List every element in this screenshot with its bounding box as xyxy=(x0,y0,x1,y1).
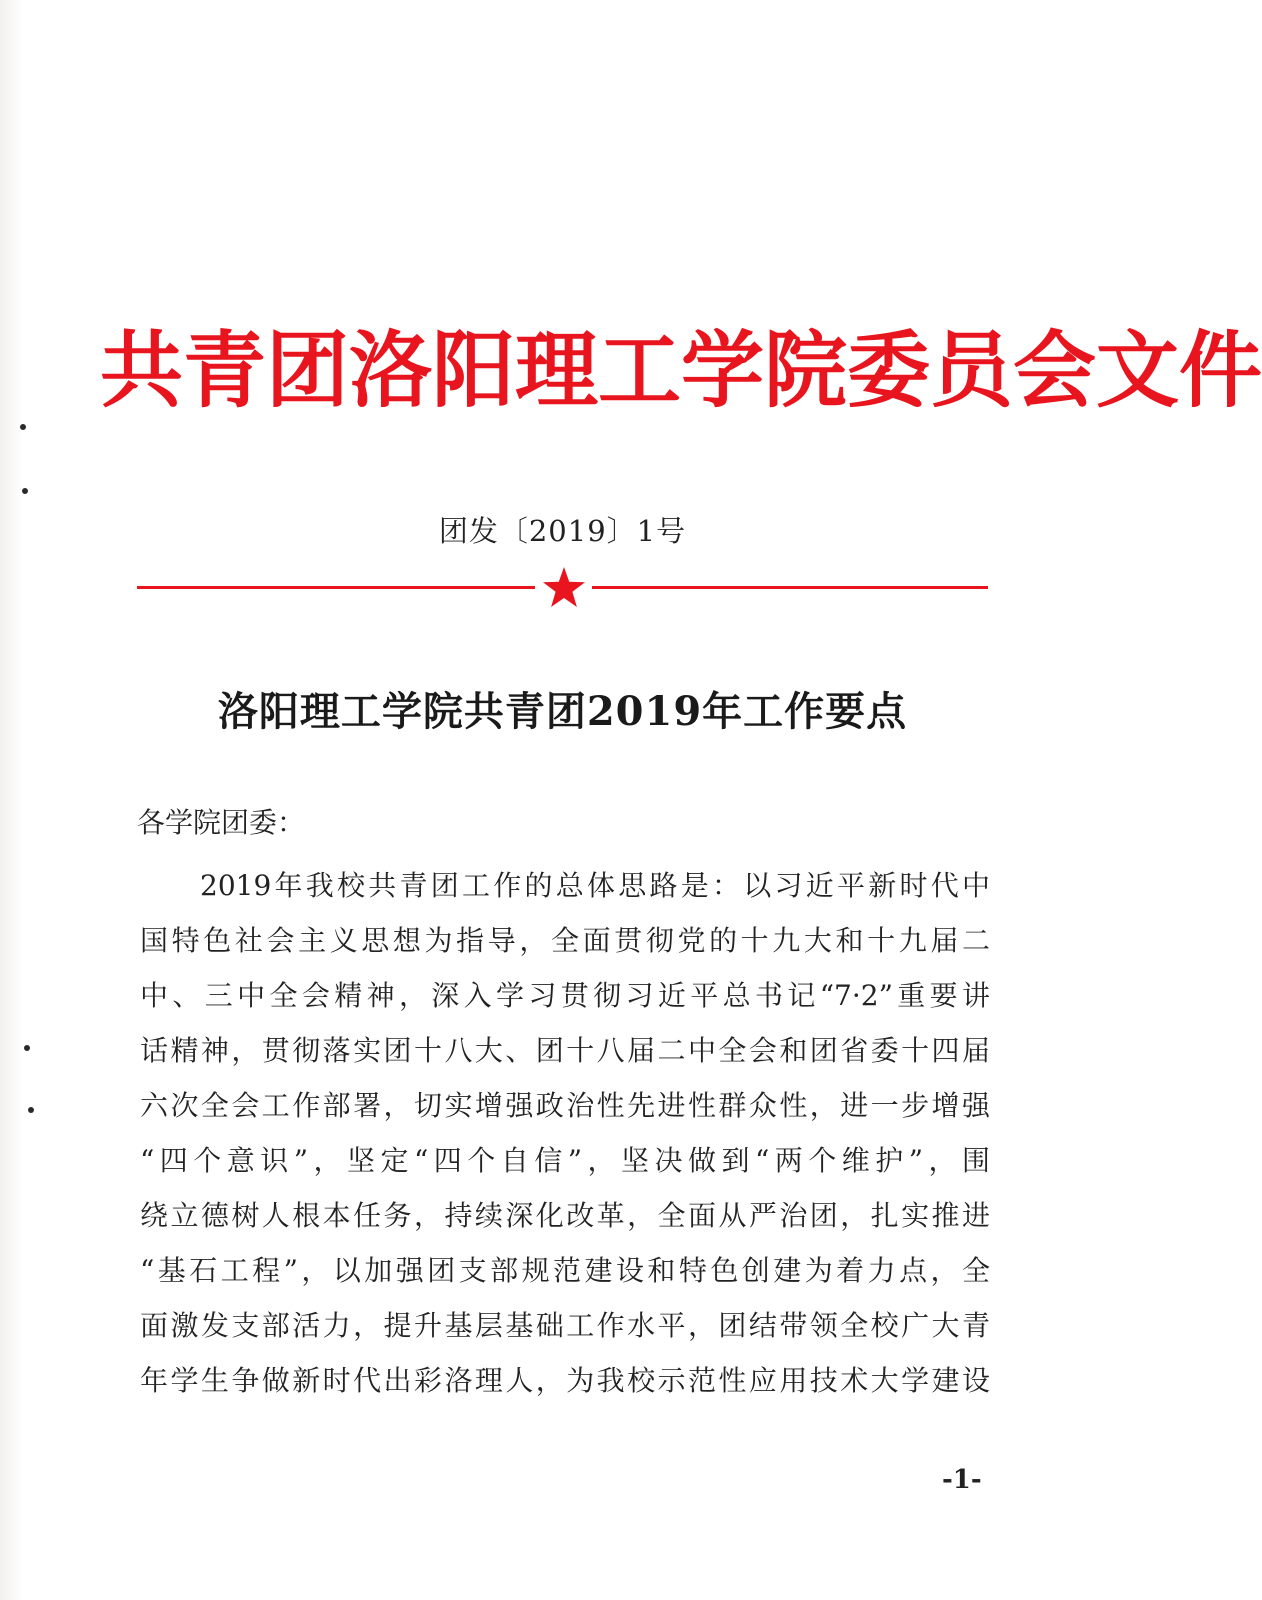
body-line: “四个意识”，坚定“四个自信”，坚决做到“两个维护”，围 xyxy=(140,1144,990,1177)
red-rule-left xyxy=(137,586,535,589)
body-line: 中、三中全会精神，深入学习贯彻习近平总书记“7·2”重要讲 xyxy=(140,979,990,1012)
binding-hole-mark xyxy=(28,1107,34,1113)
red-star-icon xyxy=(542,566,586,608)
red-rule-right xyxy=(592,586,988,589)
body-line: 话精神，贯彻落实团十八大、团十八届二中全会和团省委十四届 xyxy=(140,1034,990,1067)
body-line: 年学生争做新时代出彩洛理人，为我校示范性应用技术大学建设 xyxy=(140,1364,990,1397)
body-line: “基石工程”，以加强团支部规范建设和特色创建为着力点，全 xyxy=(140,1254,990,1287)
binding-hole-mark xyxy=(24,1045,30,1051)
body-line: 六次全会工作部署，切实增强政治性先进性群众性，进一步增强 xyxy=(140,1089,990,1122)
binding-hole-mark xyxy=(22,488,28,494)
document-title: 洛阳理工学院共青团2019年工作要点 xyxy=(217,688,908,735)
binding-hole-mark xyxy=(20,424,26,430)
page-number: -1- xyxy=(942,1465,982,1495)
red-header-title: 共青团洛阳理工学院委员会文件 xyxy=(100,321,1262,419)
body-line: 绕立德树人根本任务，持续深化改革，全面从严治团，扎实推进 xyxy=(140,1199,990,1232)
body-line: 国特色社会主义思想为指导，全面贯彻党的十九大和十九届二 xyxy=(140,924,990,957)
salutation: 各学院团委： xyxy=(137,806,306,839)
body-line: 2019年我校共青团工作的总体思路是：以习近平新时代中 xyxy=(200,869,990,902)
body-text xyxy=(140,858,990,1408)
page-edge-shadow xyxy=(0,0,22,1600)
body-line: 面激发支部活力，提升基层基础工作水平，团结带领全校广大青 xyxy=(140,1309,990,1342)
document-number: 团发〔2019〕1号 xyxy=(438,514,687,548)
